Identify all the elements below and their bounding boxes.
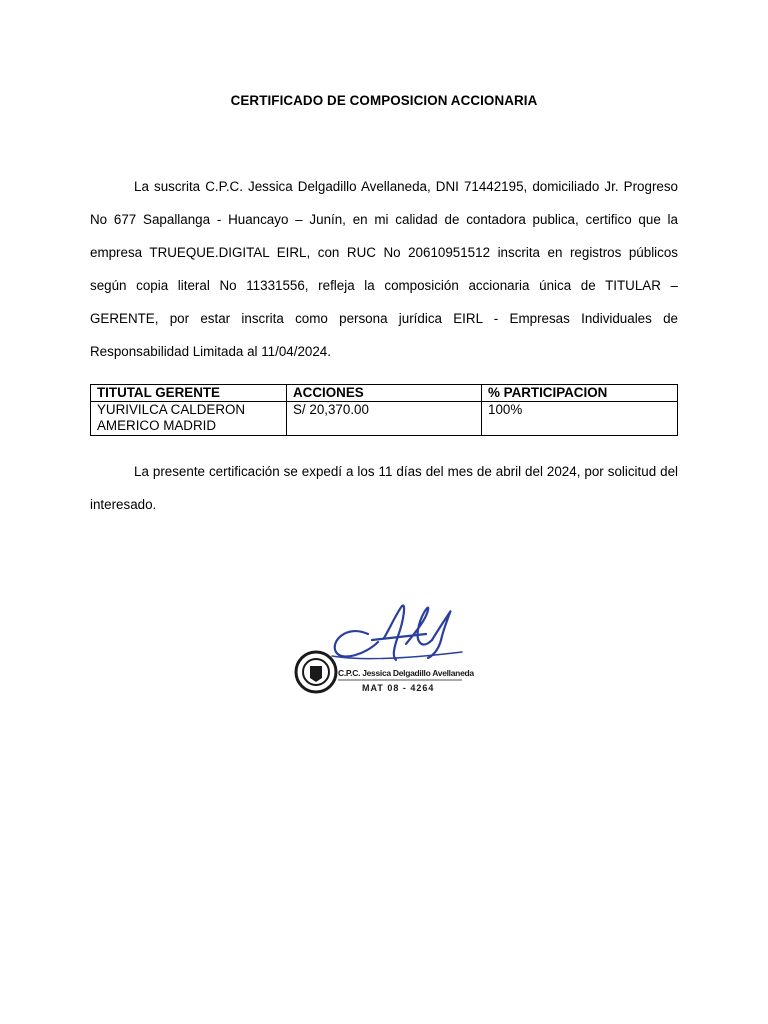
document-title: CERTIFICADO DE COMPOSICION ACCIONARIA xyxy=(230,93,538,108)
certification-paragraph: La suscrita C.P.C. Jessica Delgadillo Avellaneda, DNI 71442195, domiciliado Jr. Progreso No 677 Sapallanga - Huancayo – Junín, en mi calidad de contadora publica, certifico que la empresa TRUEQUE.DIGITAL EIRL, con RUC No 20610951512 inscrita en registros públicos según copia literal No 11331556, refleja la composición accionaria única de TITULAR – GERENTE, por estar inscrita como persona jurídica EIRL - Empresas Individuales de Responsabilidad Limitada al 11/04/2024. xyxy=(90,179,678,359)
signature-block xyxy=(286,590,482,705)
shareholding-table xyxy=(90,384,678,436)
table-row xyxy=(91,402,678,436)
closing-paragraph: La presente certificación se expedí a los 11 días del mes de abril del 2024, por solicitud del interesado. xyxy=(90,464,678,512)
header-participacion: % PARTICIPACION xyxy=(482,385,678,402)
signature-image xyxy=(286,590,482,705)
seal-icon xyxy=(296,652,336,692)
cell-participacion-value: 100% xyxy=(482,402,678,436)
stamp-name-text: C.P.C. Jessica Delgadillo Avellaneda xyxy=(338,668,474,678)
stamp-registration-text: MAT 08 - 4264 xyxy=(362,683,435,693)
cell-acciones-value: S/ 20,370.00 xyxy=(287,402,482,436)
table-header-row xyxy=(91,385,678,402)
header-acciones: ACCIONES xyxy=(287,385,482,402)
signature-strokes xyxy=(332,605,462,660)
cell-titular-name: YURIVILCA CALDERON AMERICO MADRID xyxy=(91,402,287,436)
header-titular: TITUTAL GERENTE xyxy=(91,385,287,402)
